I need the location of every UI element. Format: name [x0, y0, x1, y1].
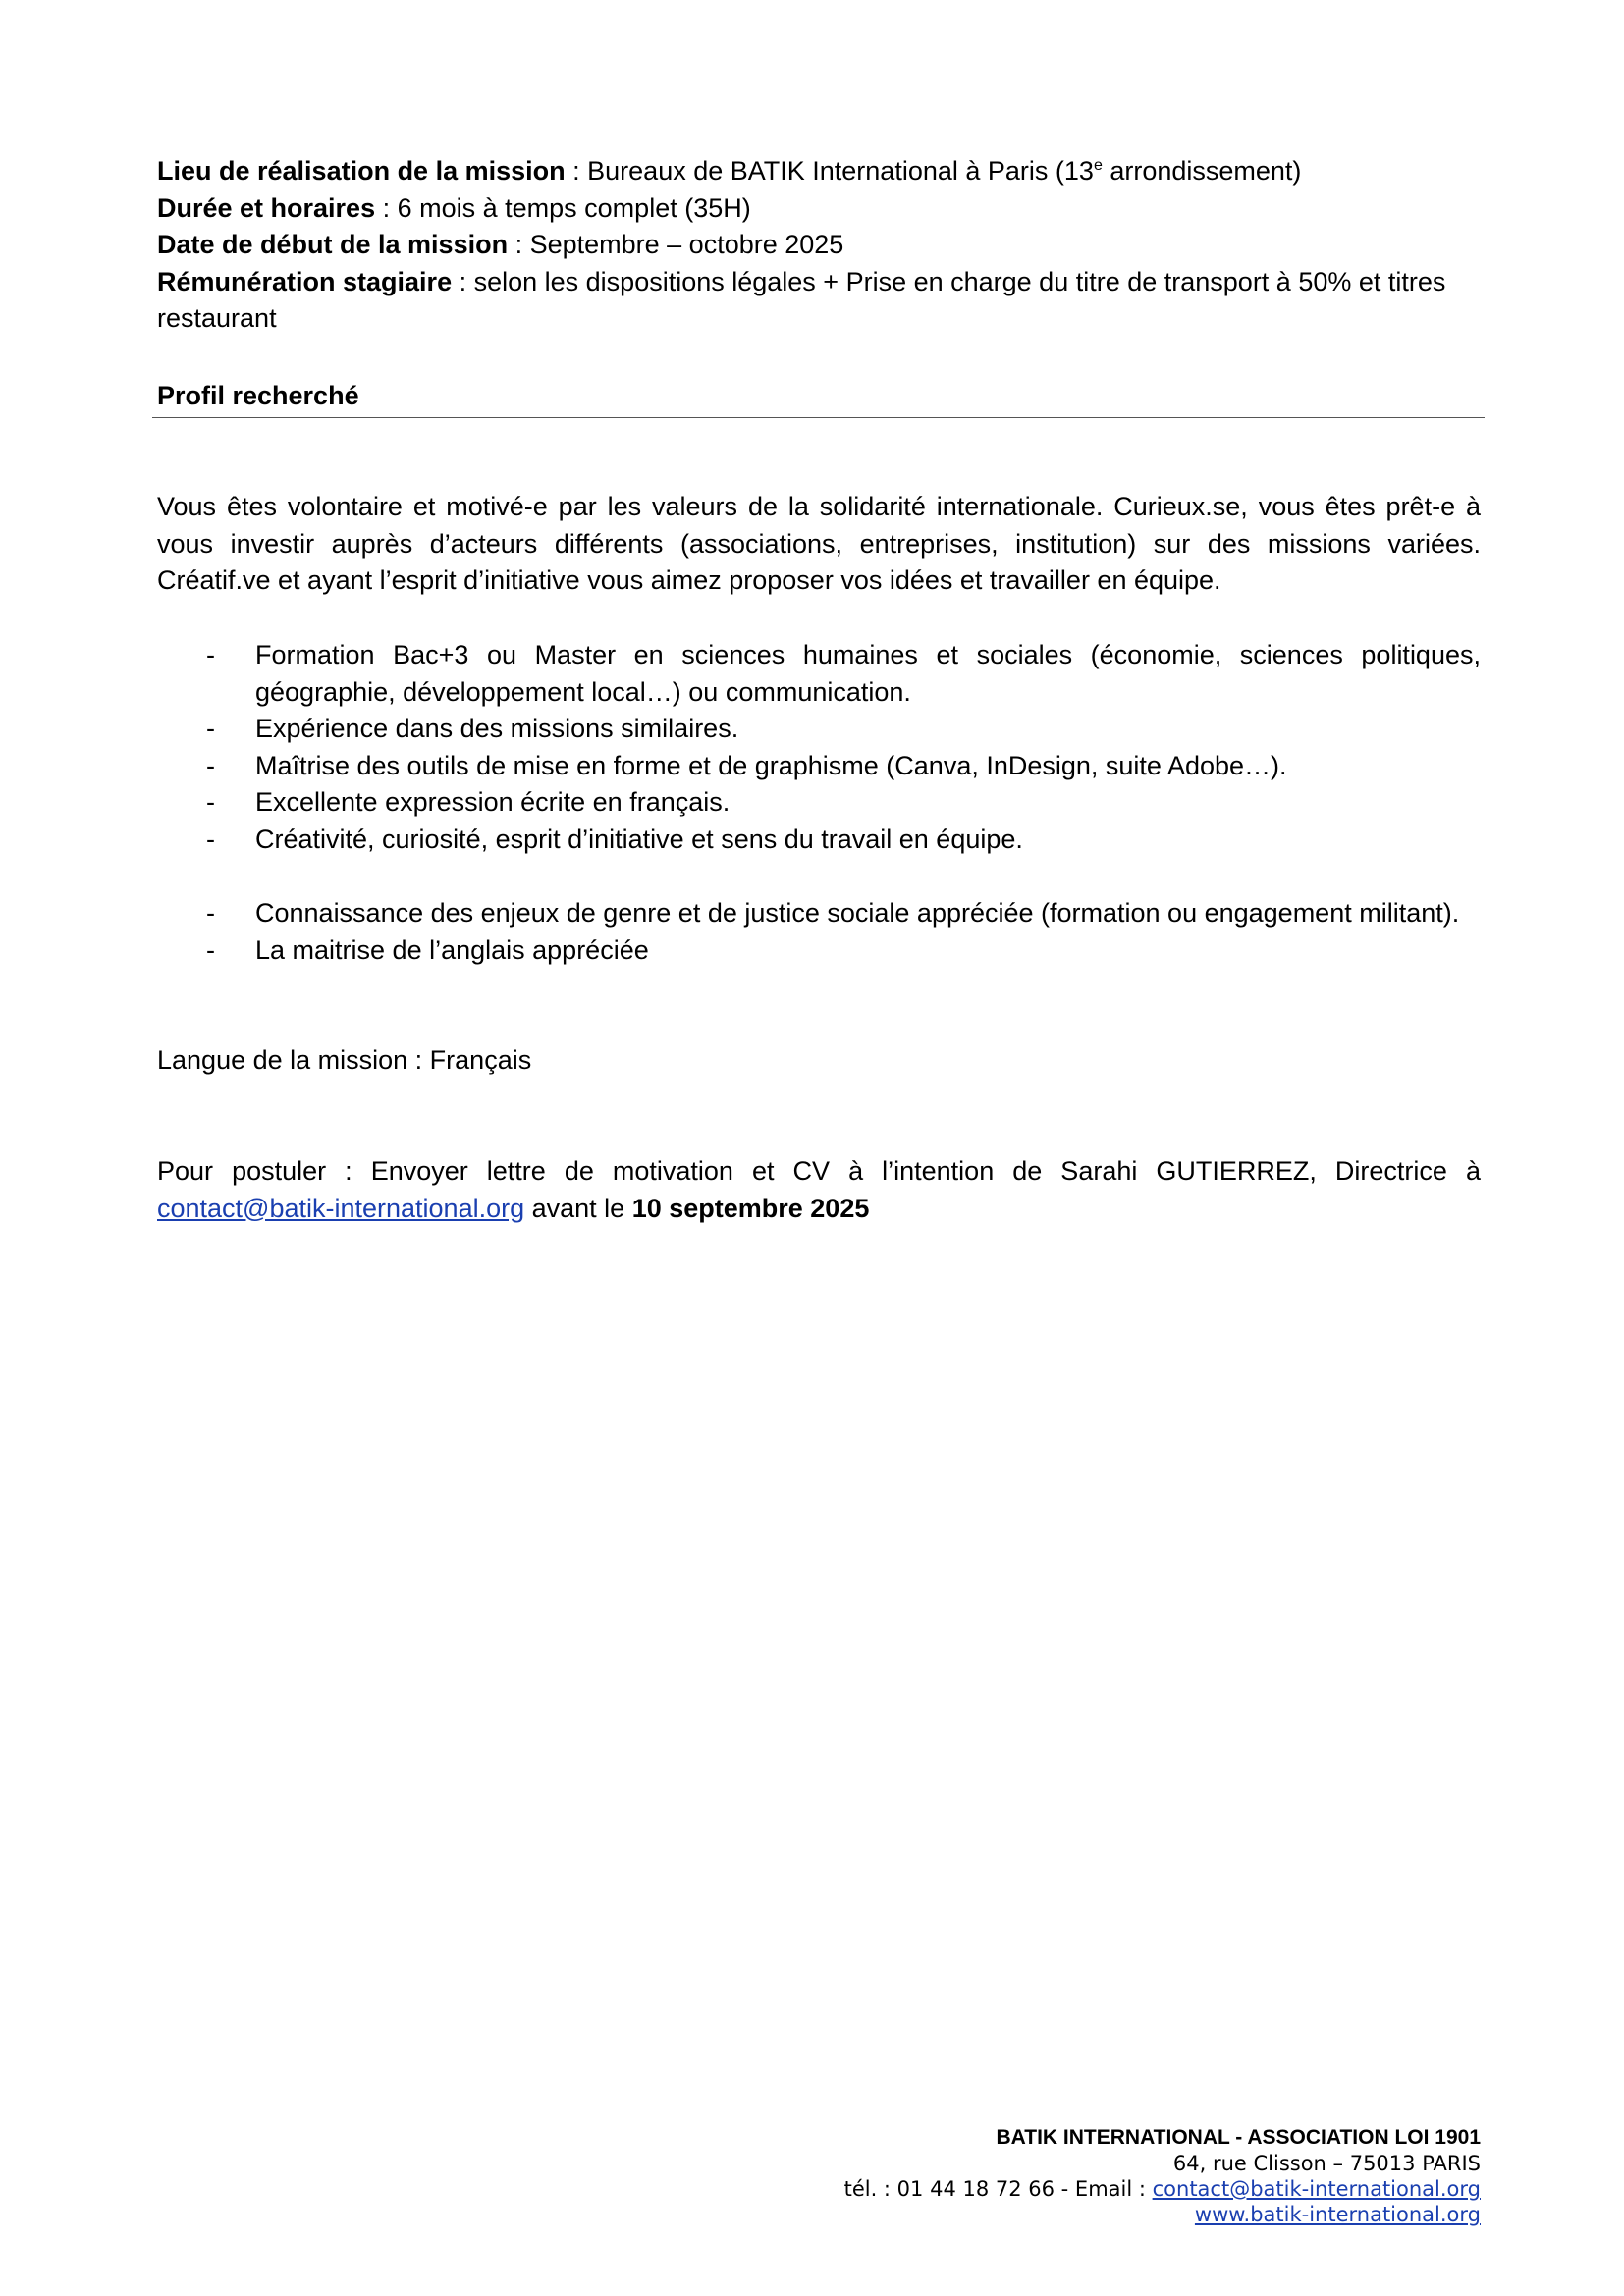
mission-location-value-end: arrondissement) [1102, 156, 1302, 186]
list-item-text: Excellente expression écrite en français. [255, 787, 731, 817]
footer-website-line [844, 2202, 1481, 2227]
remuneration-value: : selon les dispositions légales + Prise en charge du titre de transport à 50% et titres restaurant [157, 266, 1446, 333]
list-item-text: Maîtrise des outils de mise en forme et de graphisme (Canva, InDesign, suite Adobe…). [255, 750, 1287, 780]
application-email-link[interactable]: contact@batik-international.org [157, 1193, 525, 1223]
mission-language-text: Langue de la mission : Français [157, 1045, 532, 1075]
list-item-text: Connaissance des enjeux de genre et de justice sociale appréciée (formation ou engagement militant). [255, 898, 1460, 928]
mission-location-line [157, 153, 1481, 190]
list-item [157, 711, 1481, 748]
dash-bullet: - [206, 714, 215, 743]
profile-intro-text: Vous êtes volontaire et motivé-e par les valeurs de la solidarité internationale. Curieux.se, vous êtes prêt-e à vous investir auprès d’acteurs différents (associations, entreprises, institution) sur des missions variées. Créatif.ve et ayant l’esprit d’initiative vous aimez proposer vos idées et travailler en équipe. [157, 492, 1481, 595]
footer-contact-line [844, 2176, 1481, 2202]
mission-info-block [157, 153, 1481, 338]
mission-location-label: Lieu de réalisation de la mission [157, 156, 566, 186]
page-footer [844, 2125, 1481, 2227]
assets-list [157, 895, 1481, 969]
footer-address: 64, rue Clisson – 75013 PARIS [1172, 2152, 1481, 2175]
application-text [157, 1153, 1481, 1227]
footer-email-link[interactable]: contact@batik-international.org [1152, 2177, 1481, 2201]
section-divider [152, 417, 1485, 418]
mission-start-date-value: : Septembre – octobre 2025 [508, 230, 844, 259]
remuneration-line [157, 264, 1481, 338]
mission-duration-label: Durée et horaires [157, 192, 376, 223]
dash-bullet: - [206, 934, 215, 965]
footer-phone: tél. : 01 44 18 72 66 - Email : [843, 2177, 1153, 2201]
remuneration-label: Rémunération stagiaire [157, 266, 453, 296]
mission-language [157, 1042, 1481, 1080]
ordinal-superscript: e [1093, 157, 1103, 174]
list-item-text: Formation Bac+3 ou Master en sciences humaines et sociales (économie, sciences politiques, géographie, développement local…) ou communication. [255, 640, 1481, 707]
list-item-text: Expérience dans des missions similaires. [255, 714, 739, 743]
dash-bullet: - [206, 750, 215, 780]
list-item [157, 748, 1481, 785]
requirements-list [157, 637, 1481, 858]
mission-duration-line [157, 190, 1481, 228]
profile-intro [157, 489, 1481, 600]
footer-website-link[interactable]: www.batik-international.org [1194, 2203, 1481, 2226]
mission-location-value: : Bureaux de BATIK International à Paris (13 [565, 156, 1094, 186]
list-item [157, 895, 1481, 933]
application-instructions [157, 1153, 1481, 1227]
list-item-text: Créativité, curiosité, esprit d’initiative et sens du travail en équipe. [255, 824, 1023, 854]
application-text-start: Pour postuler : Envoyer lettre de motivation et CV à l’intention de Sarahi GUTIERREZ, Directrice à [157, 1156, 1481, 1186]
dash-bullet: - [206, 898, 215, 928]
list-item-text: La maitrise de l’anglais appréciée [255, 934, 649, 965]
application-text-middle: avant le [524, 1193, 632, 1223]
application-deadline: 10 septembre 2025 [631, 1193, 870, 1223]
mission-start-date-label: Date de début de la mission [157, 230, 509, 259]
mission-start-date-line [157, 227, 1481, 264]
list-item [157, 933, 1481, 970]
dash-bullet: - [206, 824, 215, 854]
dash-bullet: - [206, 640, 215, 669]
footer-organization: BATIK INTERNATIONAL - ASSOCIATION LOI 1901 [996, 2126, 1481, 2149]
profile-heading: Profil recherché [157, 381, 359, 410]
mission-duration-value: : 6 mois à temps complet (35H) [375, 192, 751, 223]
list-item [157, 784, 1481, 822]
list-item [157, 822, 1481, 859]
dash-bullet: - [206, 787, 215, 817]
list-item [157, 637, 1481, 711]
